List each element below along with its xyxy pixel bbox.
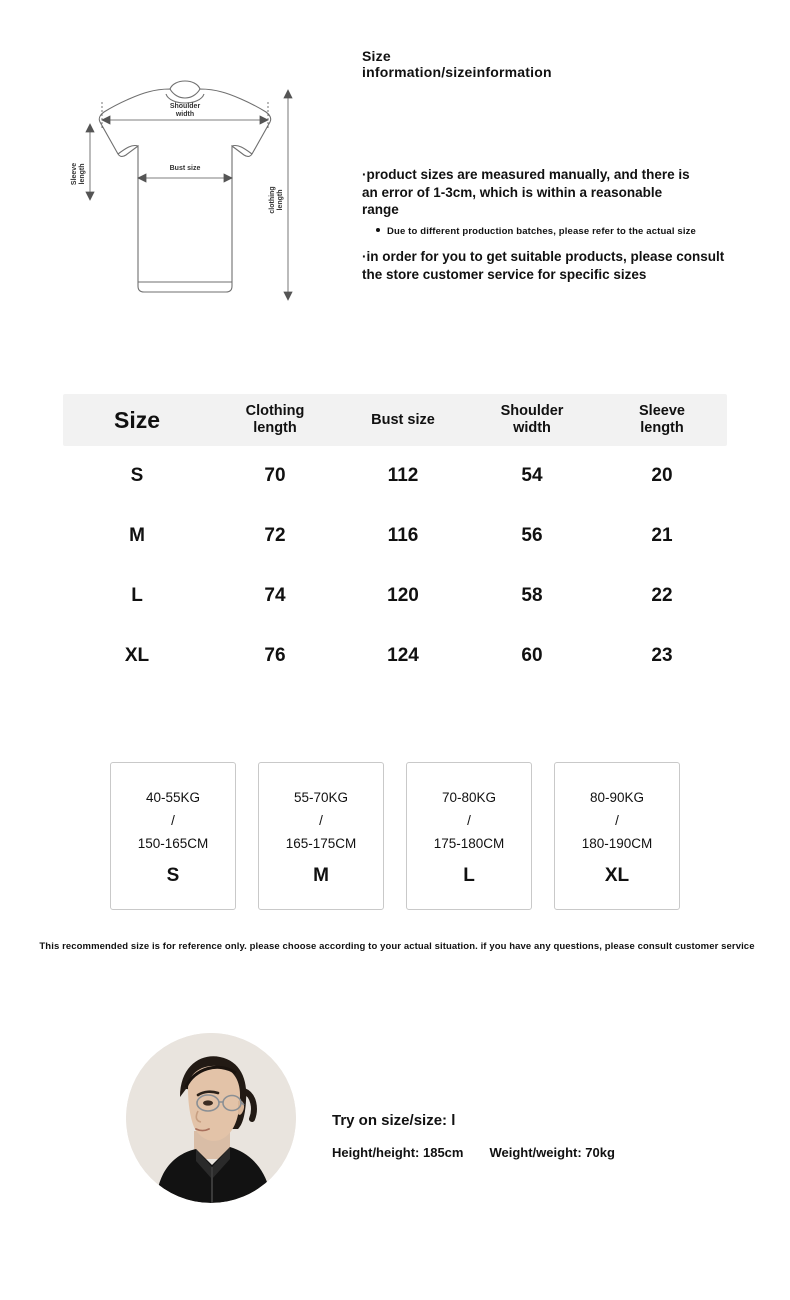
header-clothing-length: [211, 403, 339, 436]
card-height-range: 150-165CM: [137, 836, 209, 852]
model-info-text: [332, 1112, 752, 1160]
cell-sleeve: 22: [651, 585, 673, 606]
table-row: [63, 506, 727, 566]
card-weight-range: 80-90KG: [589, 790, 645, 806]
size-info-header: [0, 0, 790, 330]
size-info-bullet-1: ·product sizes are measured manually, and there is an error of 1-3cm, which is within a reasonable range: [362, 167, 690, 218]
model-avatar: [126, 1033, 296, 1203]
header-sleeve-length-line2: length: [640, 420, 684, 436]
card-size-label: XL: [604, 864, 630, 886]
card-weight-range: 55-70KG: [293, 790, 349, 806]
model-try-on-size: Try on size/size: l: [332, 1112, 456, 1129]
model-height: Height/height: 185cm: [332, 1145, 464, 1160]
card-divider: /: [467, 812, 471, 828]
size-recommendation-cards: [110, 762, 680, 910]
cell-shoulder: 56: [521, 525, 543, 546]
diagram-bust-label: Bust size: [169, 165, 201, 172]
cell-shoulder: 54: [521, 465, 543, 486]
size-disclaimer: This recommended size is for reference only. please choose according to your actual situation. if you have any questions, please consult customer service: [39, 941, 755, 952]
cell-bust: 112: [387, 465, 419, 486]
cell-size: L: [131, 585, 143, 606]
diagram-shoulder-label: Shoulder: [169, 103, 201, 110]
size-chart-header-row: [63, 394, 727, 446]
cell-clothing-length: 76: [264, 645, 286, 666]
size-card-xl: [554, 762, 680, 910]
cell-sleeve: 21: [651, 525, 673, 546]
bullet-dot-icon: [376, 228, 380, 232]
header-bust-size: Bust size: [371, 411, 435, 428]
diagram-sleeve-label: Sleeve: [71, 162, 78, 186]
model-weight: Weight/weight: 70kg: [489, 1145, 615, 1160]
table-row: [63, 626, 727, 686]
card-weight-range: 70-80KG: [441, 790, 497, 806]
size-chart-table: [63, 394, 727, 686]
card-divider: /: [171, 812, 175, 828]
card-size-label: S: [166, 864, 180, 886]
cell-clothing-length: 70: [264, 465, 286, 486]
card-divider: /: [319, 812, 323, 828]
cell-sleeve: 23: [651, 645, 673, 666]
card-divider: /: [615, 812, 619, 828]
card-size-label: L: [463, 864, 475, 886]
cell-clothing-length: 72: [264, 525, 286, 546]
cell-size: M: [129, 525, 145, 546]
size-info-subnote-text: Due to different production batches, please refer to the actual size: [387, 226, 696, 237]
card-height-range: 175-180CM: [433, 836, 505, 852]
header-shoulder-width: [467, 403, 597, 436]
diagram-sleeve-label-2: length: [79, 163, 86, 185]
cell-bust: 124: [387, 645, 419, 666]
header-sleeve-length-line1: Sleeve: [639, 403, 685, 420]
header-clothing-length-line2: length: [253, 420, 297, 436]
model-try-on-section: [0, 1030, 790, 1230]
size-card-l: [406, 762, 532, 910]
size-card-m: [258, 762, 384, 910]
cell-shoulder: 60: [521, 645, 543, 666]
card-height-range: 180-190CM: [581, 836, 653, 852]
cell-bust: 120: [387, 585, 419, 606]
diagram-clothing-label: clothing: [269, 186, 276, 214]
diagram-shoulder-label-2: width: [175, 111, 195, 118]
header-shoulder-width-line2: width: [513, 420, 551, 436]
card-height-range: 165-175CM: [285, 836, 357, 852]
cell-sleeve: 20: [651, 465, 673, 486]
cell-size: S: [130, 465, 144, 486]
table-row: [63, 566, 727, 626]
size-info-subnote: [376, 226, 696, 237]
tshirt-measurement-diagram: [60, 50, 310, 310]
size-info-title-line1: Size: [362, 48, 391, 64]
header-sleeve-length: [597, 403, 727, 436]
model-measurements: [332, 1145, 752, 1160]
diagram-clothing-label-2: length: [277, 189, 284, 211]
size-info-title-line2: information/sizeinformation: [362, 64, 552, 81]
size-card-s: [110, 762, 236, 910]
size-info-bullet-2: ·in order for you to get suitable products, please consult the store customer service for specific sizes: [362, 249, 725, 282]
size-information-block: [362, 48, 752, 282]
header-clothing-length-line1: Clothing: [245, 403, 305, 420]
table-row: [63, 446, 727, 506]
card-size-label: M: [313, 864, 329, 886]
cell-bust: 116: [387, 525, 419, 546]
header-shoulder-width-line1: Shoulder: [500, 403, 564, 420]
cell-size: XL: [124, 645, 150, 666]
header-size: Size: [113, 406, 161, 433]
cell-shoulder: 58: [521, 585, 543, 606]
card-weight-range: 40-55KG: [145, 790, 201, 806]
cell-clothing-length: 74: [264, 585, 286, 606]
